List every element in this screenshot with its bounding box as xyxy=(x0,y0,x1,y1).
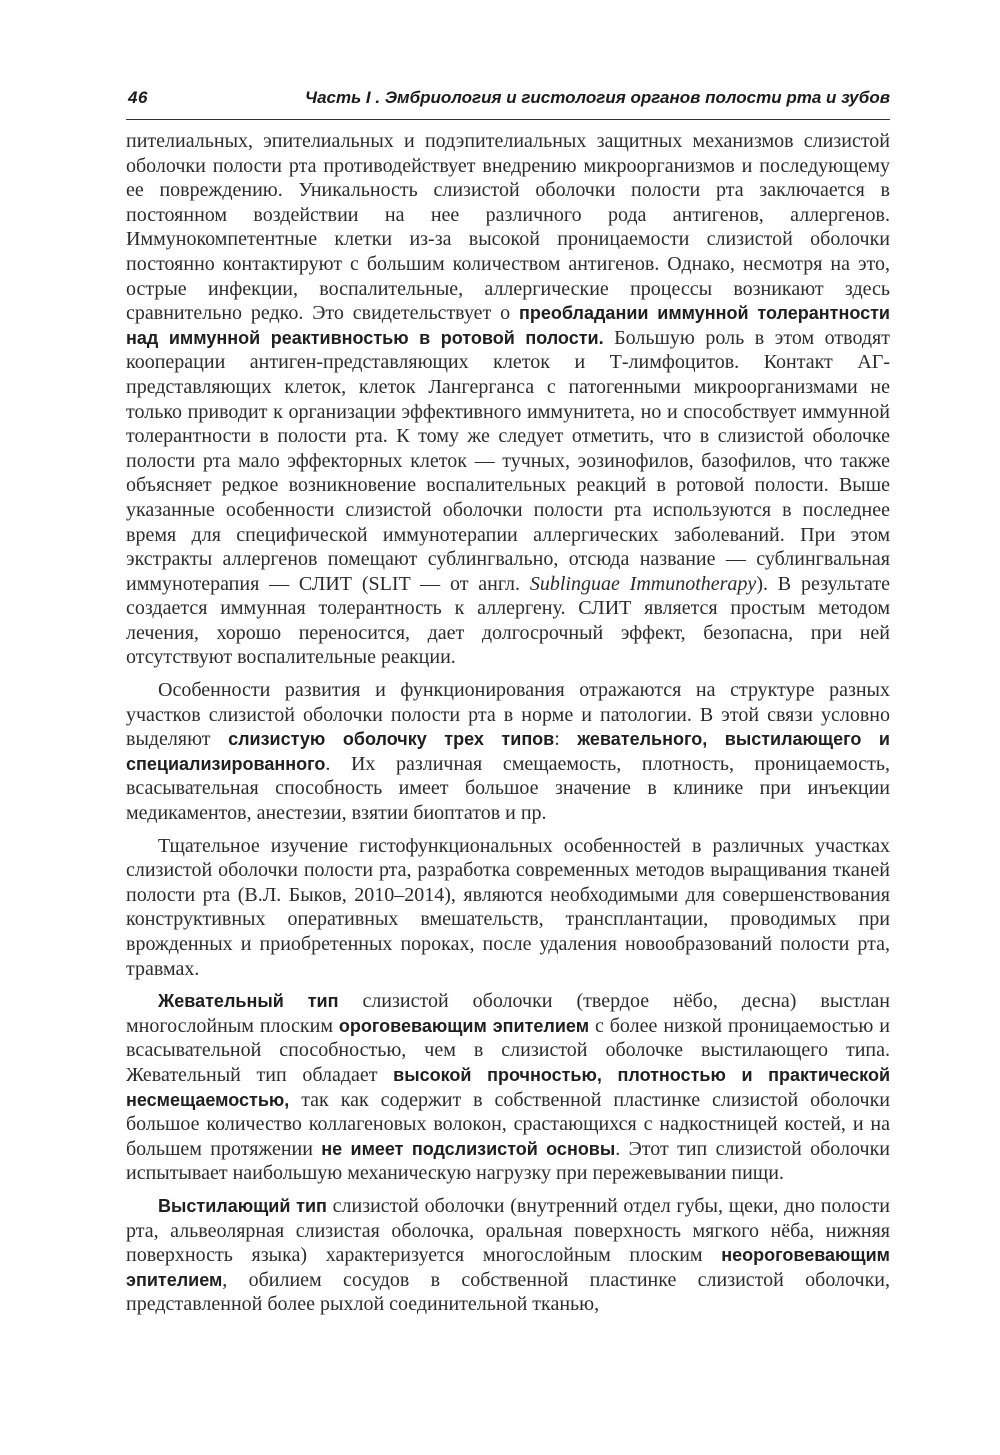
bold-term: Выстилающий тип xyxy=(158,1195,327,1216)
italic-term: Sublinguae Immunotherapy xyxy=(529,572,757,595)
page-header xyxy=(126,86,890,114)
text-run: . Этот тип слизистой оболочки испытывает наибольшую механическую нагрузку при пережевывании пищи. xyxy=(126,1137,890,1185)
paragraph-3 xyxy=(126,834,890,982)
page-number: 46 xyxy=(128,88,148,107)
text-run: Особенности развития и функционирования отражаются на структуре разных участков слизистой оболочки полости рта в норме и патологии. В этой связи условно выделяют xyxy=(126,679,890,751)
text-run: , обилием сосудов в собственной пластинке слизистой оболочки, представленной более рыхлой соединительной тканью, xyxy=(126,1268,890,1316)
bold-term: жевательного, выстилающего и специализированного xyxy=(126,729,890,774)
text-run: так как содержит в собственной пластинке слизистой оболочки большое количество коллагеновых волокон, срастающихся с надкостницей костей, и на большем протяжении xyxy=(126,1088,890,1160)
text-run: с более низкой проницаемостью и всасывательной способностью, чем в слизистой оболочке выстилающего типа. Жевательный тип обладает xyxy=(126,1014,891,1086)
bold-term: не имеет подслизистой основы xyxy=(321,1138,616,1159)
paragraph-5 xyxy=(126,1194,890,1317)
text-run: ). В результате создается иммунная толерантность к аллергену. СЛИТ является простым методом лечения, хорошо переносится, дает долгосрочный эффект, безопасна, при ней отсутствуют воспалительные реакции. xyxy=(126,572,890,669)
bold-term: высокой прочностью, плотностью и практической несмещаемостью, xyxy=(126,1064,891,1110)
paragraph-4 xyxy=(126,989,890,1186)
paragraph-2 xyxy=(126,678,890,826)
text-run: . Их различная смещаемость, плотность, проницаемость, всасывательная способность имеет большое значение в клинике при инъекции медикаментов, анестезии, взятии биоптатов и пр. xyxy=(126,752,890,825)
text-run: пителиальных, эпителиальных и подэпителиальных защитных механизмов слизистой оболочки полости рта противодействует внедрению микроорганизмов и последующему ее повреждению. Уникальность слизистой оболочки полости рта заключается в постоянном воздействии на нее различного рода антигенов, аллергенов. Иммунокомпетентные клетки из-за высокой проницаемости слизистой оболочки постоянно контактируют с большим количеством антигенов. Однако, несмотря на это, острые инфекции, воспалительные, аллергические процессы возникают здесь сравнительно редко. Это свидетельствует о xyxy=(126,130,890,325)
text-run: Большую роль в этом отводят кооперации антиген-представляющих клеток и Т-лимфоцитов. Контакт АГ-представляющих клеток, клеток Лангерганса с патогенными микроорганизмами не только приводит к организации эффективного иммунитета, но и способствует иммунной толерантности в полости рта. К тому же следует отметить, что в слизистой оболочке полости рта мало эффекторных клеток — тучных, эозинофилов, базофилов, что также объясняет редкое возникновение воспалительных реакций в ротовой полости. Выше указанные особенности слизистой оболочки полости рта используются в последнее время для специфической иммунотерапии аллергических заболеваний. При этом экстракты аллергенов помещают сублингвально, отсюда название — сублингвальная иммунотерапия — СЛИТ (SLIT — от англ. xyxy=(126,326,890,595)
bold-term: преобладании иммунной толерантности над иммунной реактивностью в ротовой полости. xyxy=(126,303,890,348)
paragraph-1 xyxy=(126,129,890,670)
body-text xyxy=(126,129,890,1325)
text-run: слизистой оболочки (твердое нёбо, десна) выстлан многослойным плоским xyxy=(126,990,890,1037)
text-run: : xyxy=(554,728,578,751)
header-rule xyxy=(126,119,890,120)
text-run: слизистой оболочки (внутренний отдел губы, щеки, дно полости рта, альвеолярная слизистая оболочка, оральная поверхность мягкого нёба, нижняя поверхность языка) характеризуется многослойным плоским xyxy=(126,1194,891,1267)
text-run: Тщательное изучение гистофункциональных особенностей в различных участках слизистой оболочки полости рта, разработка современных методов выращивания тканей полости рта (В.Л. Быков, 2010–2014), являются необходимыми для совершенствования конструктивных оперативных вмешательств, трансплантации, проводимых при врожденных и приобретенных пороках, после удаления новообразований полости рта, травмах. xyxy=(126,834,890,980)
bold-term: слизистую оболочку трех типов xyxy=(228,729,555,750)
bold-term: неороговевающим эпителием xyxy=(126,1245,890,1290)
running-title: Часть I . Эмбриология и гистология органов полости рта и зубов xyxy=(305,88,890,107)
bold-term: Жевательный тип xyxy=(158,991,339,1012)
bold-term: ороговевающим эпителием xyxy=(338,1015,590,1036)
